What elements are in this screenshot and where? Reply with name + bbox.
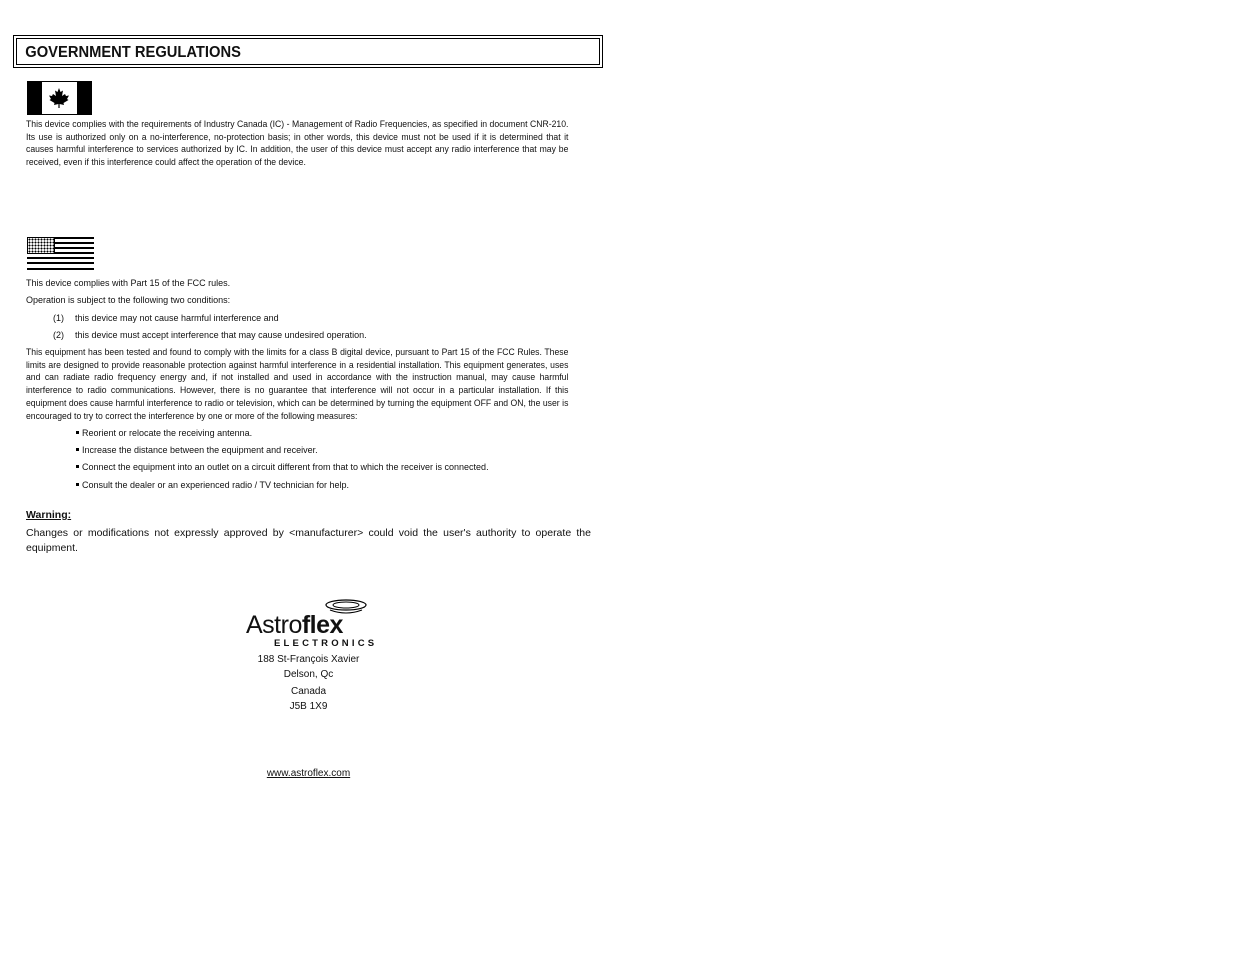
astroflex-logo [244, 598, 380, 654]
logo-subtitle: ELECTRONICS [274, 638, 378, 649]
condition-number: (2) [53, 330, 64, 340]
measure-item: Increase the distance between the equipment and receiver. [76, 444, 318, 456]
warning-title: Warning: [26, 509, 72, 521]
fcc-paragraph: This equipment has been tested and found to comply with the limits for a class B digital device, pursuant to Part 15 of the FCC Rules. These limits are designed to provide reasonable protection against harmful interference in a residential installation. This equipment generates, uses and can radiate radio frequency energy and, if not installed and used in accordance with the instruction manual, may cause harmful interference to radio communications. However, there is no guarantee that interference will not occur in a particular installation. If this equipment does cause harmful interference to radio or television, which can be determined by turning the equipment OFF and ON, the user is encouraged to try to correct the interference by one or more of the following measures: [26, 347, 569, 421]
page-title: GOVERNMENT REGULATIONS [25, 44, 241, 61]
address-line: Canada [290, 686, 327, 697]
canada-flag-icon [27, 81, 92, 115]
bullet-icon [76, 483, 79, 486]
logo-wordmark: Astroflex [246, 611, 343, 639]
section-header [16, 38, 600, 65]
measure-item: Consult the dealer or an experienced radio / TV technician for help. [76, 479, 349, 491]
stars-canton [27, 237, 55, 254]
usa-flag-icon [27, 237, 94, 271]
maple-leaf-icon [48, 87, 70, 109]
website-link[interactable]: www.astroflex.com [266, 768, 351, 779]
fcc-line-1: This device complies with Part 15 of the FCC rules. [26, 278, 231, 288]
address-line: J5B 1X9 [289, 701, 328, 712]
condition-number: (1) [53, 313, 64, 323]
bullet-icon [76, 448, 79, 451]
canada-compliance-text: This device complies with the requirements of Industry Canada (IC) - Management of Radio Frequencies, as specified in document CNR-210. Its use is authorized only on a no-interference, no-protection basis; in other words, this device must not be used if it is determined that it causes harmful interference to services authorized by IC. In addition, the user of this device must accept any radio interference that may be received, even if this interference could affect the operation of the device. [26, 119, 569, 168]
warning-text: Changes or modifications not expressly approved by <manufacturer> could void the user's authority to operate the equipment. [26, 527, 591, 554]
fcc-line-2: Operation is subject to the following two conditions: [26, 295, 231, 305]
bullet-icon [76, 431, 79, 434]
address-line: Delson, Qc [283, 669, 334, 680]
measure-item: Reorient or relocate the receiving antenna. [76, 427, 252, 439]
measure-item: Connect the equipment into an outlet on a circuit different from that to which the receiver is connected. [76, 461, 489, 473]
bullet-icon [76, 465, 79, 468]
condition-text: this device must accept interference that may cause undesired operation. [75, 330, 367, 340]
address-line: 188 St-François Xavier [257, 654, 360, 665]
condition-text: this device may not cause harmful interference and [75, 313, 279, 323]
